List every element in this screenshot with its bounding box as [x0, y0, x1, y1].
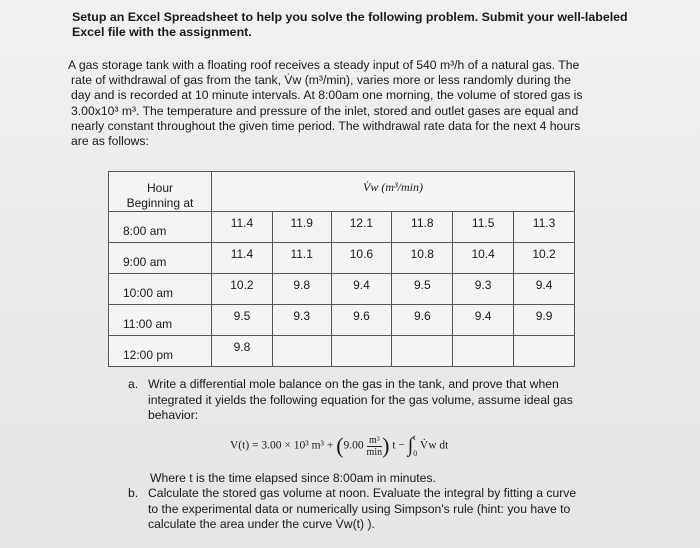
- table-row: [109, 243, 575, 274]
- assignment-instructions: Setup an Excel Spreadsheet to help you solve the following problem. Submit your well-labeled Excel file with the assignment.: [72, 10, 628, 39]
- rate-cell: [272, 336, 331, 367]
- hour-cell: 12:00 pm: [109, 336, 212, 367]
- equation-coefficient: 9.00: [343, 439, 364, 452]
- rate-cell: 10.2: [212, 274, 273, 305]
- rate-cell: [453, 336, 514, 367]
- where-note: Where t is the time elapsed since 8:00am in minutes.: [150, 471, 436, 485]
- part-b-text: [148, 486, 638, 533]
- rate-cell: 11.5: [453, 212, 514, 243]
- open-paren: (: [336, 433, 344, 458]
- part-a-letter: a.: [128, 377, 139, 391]
- rate-cell: 10.4: [453, 243, 514, 274]
- integral-sign: ∫: [407, 434, 414, 457]
- rate-cell: 9.3: [453, 274, 514, 305]
- rate-cell: 9.5: [212, 305, 273, 336]
- hour-cell: 11:00 am: [109, 305, 212, 336]
- problem-line: day and is recorded at 10 minute intervals. At 8:00am one morning, the volume of stored gas is: [71, 88, 583, 103]
- rate-cell: 10.2: [514, 243, 575, 274]
- part-b-line: to the experimental data or numerically using Simpson's rule (hint: you have to: [148, 501, 571, 516]
- rate-cell: [392, 336, 453, 367]
- rate-cell: 9.8: [272, 274, 331, 305]
- rate-cell: 11.4: [212, 243, 273, 274]
- rate-cell: 9.4: [453, 305, 514, 336]
- part-a-line: Write a differential mole balance on the gas in the tank, and prove that when: [148, 377, 559, 391]
- part-b-line: calculate the area under the curve V̇w(t) ).: [148, 517, 375, 531]
- rate-cell: 12.1: [331, 212, 392, 243]
- hour-header-line: Beginning at: [126, 195, 194, 210]
- part-b-letter: b.: [128, 486, 139, 500]
- rate-cell: 11.9: [272, 212, 331, 243]
- problem-line: nearly constant throughout the given time period. The withdrawal rate data for the next 4 hours: [71, 118, 581, 133]
- rate-cell: 10.6: [331, 243, 392, 274]
- rate-cell: 9.8: [212, 336, 273, 367]
- equation-t-term: t −: [392, 439, 405, 452]
- rate-cell: 9.6: [331, 305, 392, 336]
- rate-cell: 9.9: [514, 305, 575, 336]
- rate-cell: 9.3: [272, 305, 331, 336]
- hour-cell: 8:00 am: [109, 212, 212, 243]
- rate-cell: 9.6: [392, 305, 453, 336]
- table-row: [109, 274, 575, 305]
- hour-column-header: [109, 172, 212, 212]
- hour-cell: 10:00 am: [109, 274, 212, 305]
- problem-line: 3.00x10³ m³. The temperature and pressure of the inlet, stored and outlet gases are equal and: [71, 103, 579, 118]
- table-row: [109, 305, 575, 336]
- rate-cell: 9.5: [392, 274, 453, 305]
- problem-line: rate of withdrawal of gas from the tank, V̇w (m³/min), varies more or less randomly during the: [71, 73, 571, 88]
- rate-cell: [514, 336, 575, 367]
- rate-column-header: V̇w (m³/min): [212, 172, 575, 212]
- integral-lower-limit: 0: [413, 449, 418, 458]
- problem-statement: [68, 58, 638, 149]
- rate-cell: 11.1: [272, 243, 331, 274]
- rate-cell: 11.4: [212, 212, 273, 243]
- rate-cell: 10.8: [392, 243, 453, 274]
- rate-cell: 9.4: [514, 274, 575, 305]
- part-a-text: [148, 377, 638, 424]
- rate-cell: 11.3: [514, 212, 575, 243]
- withdrawal-rate-table: [108, 171, 575, 367]
- integrand: V̇w dt: [419, 439, 449, 452]
- equation-lhs: V(t) = 3.00 × 10³ m³ +: [230, 439, 334, 452]
- problem-line: are as follows:: [71, 134, 149, 149]
- integral-upper-limit: t: [413, 433, 416, 442]
- close-paren: ): [382, 433, 390, 458]
- volume-equation: [230, 430, 448, 462]
- rate-cell: 9.4: [331, 274, 392, 305]
- unit-numerator: m³: [367, 435, 383, 447]
- problem-line: A gas storage tank with a floating roof receives a steady input of 540 m³/h of a natural gas. The: [68, 58, 580, 72]
- part-a-line: integrated it yields the following equation for the gas volume, assume ideal gas: [148, 392, 573, 407]
- part-a-line: behavior:: [148, 408, 199, 422]
- part-b-line: Calculate the stored gas volume at noon. Evaluate the integral by fitting a curve: [148, 486, 577, 500]
- unit-denominator: min: [366, 446, 383, 458]
- table-row: [109, 212, 575, 243]
- unit-fraction: [367, 435, 383, 458]
- table-row: [109, 336, 575, 367]
- rate-cell: [331, 336, 392, 367]
- hour-header-line: Hour: [146, 180, 173, 195]
- hour-cell: 9:00 am: [109, 243, 212, 274]
- rate-cell: 11.8: [392, 212, 453, 243]
